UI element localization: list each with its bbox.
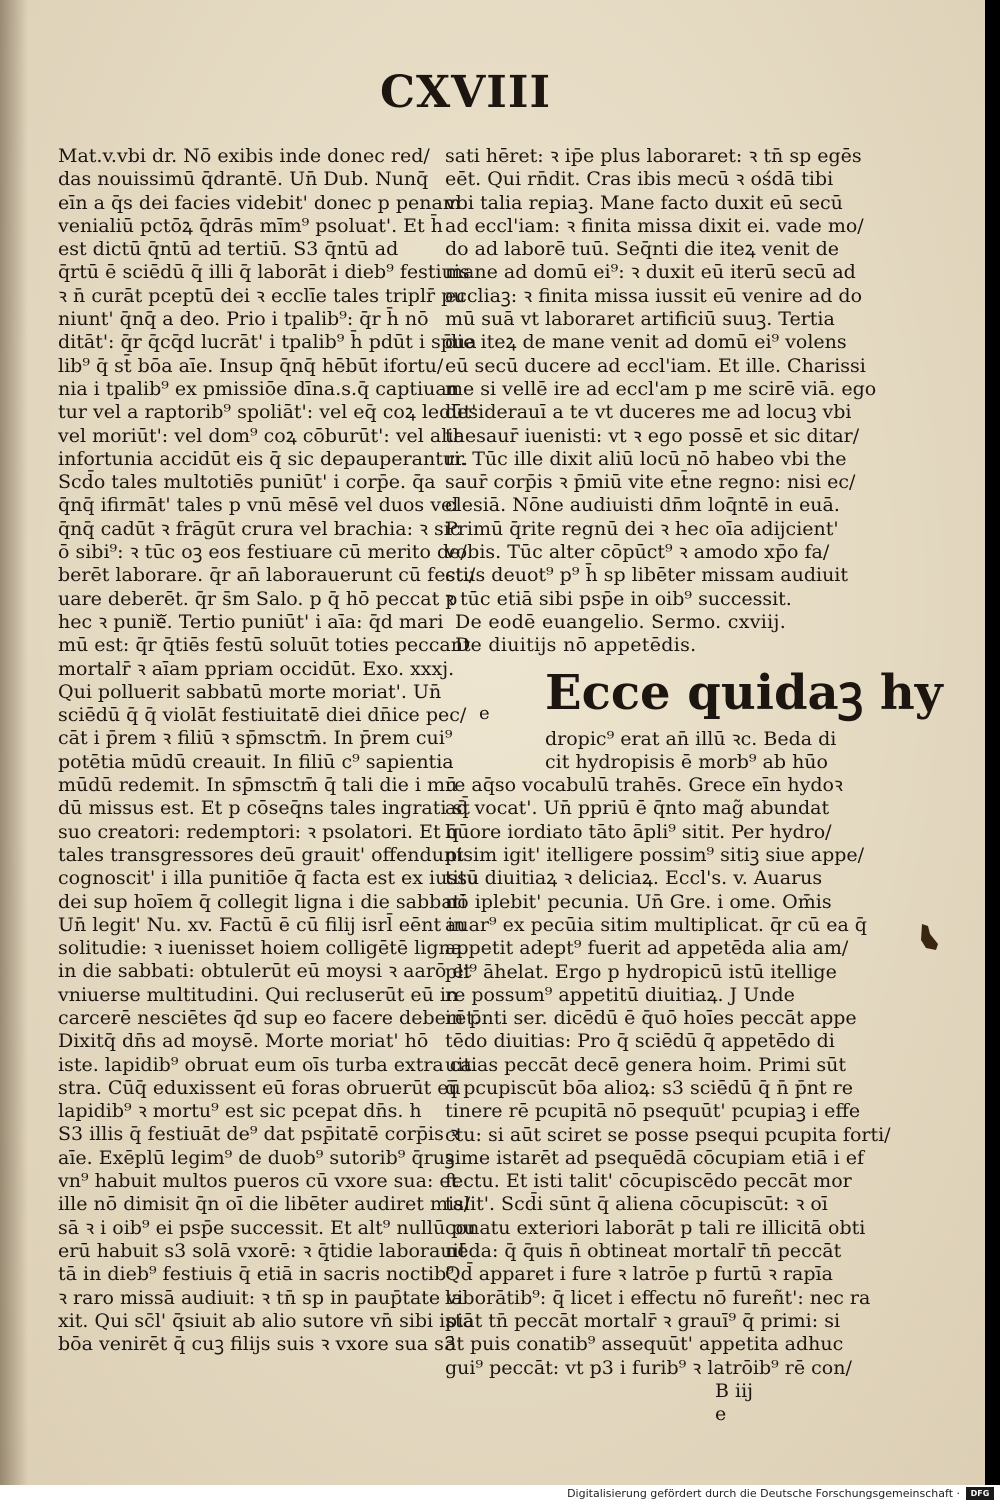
- text-line: tur vel a raptorib⁹ spoliāt': vel eq̄ coꝝ ledūt': [58, 401, 477, 424]
- big-initial: Ecce quidaꝫ hy: [545, 664, 943, 721]
- catchword: e: [715, 1403, 727, 1426]
- text-line: gui⁹ peccāt: vt p3 i furib⁹ ꝛ latrōib⁹ rē con/: [445, 1356, 852, 1379]
- left-column: [58, 145, 480, 1356]
- text-line: lapidib⁹ ꝛ mortu⁹ est sic pcepat dn̄s. h: [58, 1100, 422, 1123]
- text-line: ꝛ tūc etiā sibi psp̄e in oib⁹ successit.: [445, 587, 792, 610]
- text-line: pisim igit' itelligere possim⁹ sitiꝫ siue appe/: [445, 844, 865, 867]
- text-line: clesiā. Nōne audiuisti dn̄m loq̄ntē in euā.: [445, 494, 840, 517]
- initial-block: [445, 658, 943, 728]
- text-line: nia i tpalib⁹ ex pmissiōe dīna.s.q̄ captiuan: [58, 377, 459, 400]
- text-line: ꝛ n̄ curāt pceptū dei ꝛ ecclīe tales triplr̄ pu: [58, 284, 466, 307]
- text-line: saur̄ corp̄is ꝛ p̄miū vite et̄ne regno: nisi ec/: [445, 471, 856, 494]
- text-line: iste. lapidib⁹ obruat eum oīs turba extra ca: [58, 1053, 472, 1076]
- text-line: ri. Tūc ille dixit aliū locū nō habeo vbi the: [445, 447, 847, 470]
- text-line: in die sabbati: obtulerūt eū moysi ꝛ aarō et: [58, 960, 472, 983]
- text-line: Dixitq̄ dn̄s ad moysē. Morte moriat' hō: [58, 1030, 429, 1053]
- text-line: āt puis conatib⁹ assequūt' appetita adhuc: [445, 1333, 844, 1356]
- text-line: in p̄nti ser. dicēdū ē q̄uō hoīes peccāt appe: [445, 1007, 857, 1030]
- text-line: vel moriūt': vel dom⁹ coꝝ cōburūt': vel alia: [58, 424, 465, 447]
- text-line: sime istarēt ad psequēdā cōcupiam etiā i ef: [445, 1146, 865, 1169]
- text-line: eīn a q̄s dei facies videbit' donec p penam: [58, 191, 461, 214]
- text-line: berēt laborare. q̄r an̄ laborauerunt cū festi/: [58, 564, 476, 587]
- text-line: xit. Qui sc̄l' q̄siuit ab alio sutore vn̄ sibi ista: [58, 1309, 474, 1332]
- text-line: conatu exteriori laborāt p tali re illicitā obti: [445, 1216, 866, 1239]
- text-line: do ad laborē tuū. Seq̄nti die iteꝝ venit de: [445, 238, 840, 261]
- text-line: Un̄ legit' Nu. xv. Factū ē cū filij isrl̄ eēnt in: [58, 913, 466, 936]
- text-line: tēdo diuitias: Pro q̄ sciēdū q̄ appetēdo di: [445, 1030, 835, 1053]
- text-line: titū diuitiaꝝ ꝛ deliciaꝝ. Eccl's. v. Auarus: [445, 867, 823, 890]
- text-line: uitias peccāt decē genera hoim. Primi sūt: [445, 1053, 847, 1076]
- text-line: carcerē nesciētes q̄d sup eo facere deberēt.: [58, 1006, 480, 1029]
- text-line: cit hydropisis ē morb⁹ ab hūo: [545, 750, 828, 773]
- dfg-logo: DFG: [966, 1487, 994, 1500]
- text-line: tinere rē pcupitā nō psequūt' pcupiaꝫ i effe: [445, 1100, 861, 1123]
- text-line: infortunia accidūt eis q̄ sic depauperantur.: [58, 447, 469, 470]
- text-line: potētia mūdū creauit. In filiū c⁹ sapientia: [58, 750, 454, 773]
- text-line: erū habuit s3 solā vxorē: ꝛ q̄tidie laborauit: [58, 1239, 467, 1262]
- text-line: aīe. Exēplū legim⁹ de duob⁹ sutorib⁹ q̄ruꝫ: [58, 1146, 455, 1169]
- text-line: dropic⁹ erat an̄ illū ꝛc. Beda di: [545, 727, 837, 750]
- text-line: dei sup hoīem q̄ collegit ligna i die sabbati: [58, 890, 467, 913]
- text-line: lib⁹ q̄ st̄ bōa aīe. Insup q̄nq̄ hēbūt ifortu/: [58, 354, 444, 377]
- text-line: hūore iordiato tāto āpli⁹ sitit. Per hydro/: [445, 820, 832, 843]
- text-line: q̄ pcupiscūt bōa alioꝝ: s3 sciēdū q̄ n̄ p̄nt re: [445, 1076, 854, 1099]
- initial-lines: [445, 727, 837, 775]
- text-line: Mat.v.vbi dr. Nō exibis inde donec red/: [58, 145, 430, 167]
- text-line: me si vellē ire ad eccl'am p me scirē viā. ego: [445, 377, 877, 400]
- text-line: hec ꝛ punieᷓ. Tertio puniūt' i aīa: q̄d mari: [58, 610, 444, 633]
- text-line: mane ad domū ei⁹: ꝛ duxit eū iterū secū ad: [445, 261, 856, 284]
- text-line: die iteꝝ de mane venit ad domū ei⁹ volens: [445, 331, 847, 354]
- text-line: stra. Cūq̄ eduxissent eū foras obruerūt eū: [58, 1076, 461, 1099]
- text-line: ctus deuot⁹ p⁹ h̄ sp libēter missam audiuit: [445, 564, 849, 587]
- text-line: mū est: q̄r q̄tiēs festū soluūt toties peccant: [58, 634, 471, 657]
- text-line: vn⁹ habuit multos pueros cū vxore sua: et: [58, 1170, 459, 1193]
- rubric-sermon-title: De diuitijs nō appetēdis.: [455, 634, 697, 657]
- footer-credit: Digitalisierung gefördert durch die Deutsche Forschungsgemeinschaft ·: [567, 1487, 960, 1500]
- text-line: ditāt': q̄r q̄cq̄d lucrāt' i tpalib⁹ h̄ pdūt i sp̄ua: [58, 331, 477, 354]
- text-line: ō sibi⁹: ꝛ tūc oꝫ eos festiuare cū merito de/: [58, 541, 467, 564]
- text-line: nēda: q̄ q̄uis n̄ obtineat mortalr̄ tn̄ peccāt: [445, 1240, 842, 1263]
- text-line: auar⁹ ex pecūia sitim multiplicat. q̄r cū ea q̄: [445, 913, 867, 936]
- text-line: pli⁹ āhelat. Ergo p hydropicū istū itellige: [445, 960, 837, 983]
- text-line: q̄nq̄ cadūt ꝛ frāgūt crura vel brachia: ꝛ sic: [58, 517, 461, 540]
- rubric-gospel: De eodē euangelio. Sermo. cxviij.: [455, 610, 787, 633]
- text-line: mortalr̄ ꝛ aīam ppriam occidūt. Exo. xxxj.: [58, 657, 455, 680]
- text-line: laborātib⁹: q̄ licet i effectu nō fureñt': nec ra: [445, 1286, 871, 1309]
- text-line: ille nō dimisit q̄n oī die libēter audiret mis/: [58, 1193, 471, 1216]
- footer-bar: [0, 1485, 1000, 1503]
- folio-number: CXVIII: [380, 67, 552, 118]
- right-column: [445, 145, 943, 1426]
- text-line: ꝛ raro missā audiuit: ꝛ tn̄ sp in paup̄tate vi: [58, 1286, 464, 1309]
- text-line: appetit adept⁹ fuerit ad appetēda alia am/: [445, 937, 849, 960]
- text-line: Qui polluerit sabbatū morte moriat'. Un̄: [58, 680, 442, 703]
- text-line: suo creatori: redemptori: ꝛ psolatori. Et q̄: [58, 820, 459, 843]
- text-line: Scd̄o tales multotiēs puniūt' i corp̄e. q̄a: [58, 471, 436, 494]
- text-line: sciēdū q̄ q̄ violāt festiuitatē diei dn̄ice pec/: [58, 704, 467, 727]
- text-line: S3 illis q̄ festiuāt de⁹ dat psp̄itatē corp̄is ꝛ: [58, 1123, 459, 1146]
- text-line: niunt' q̄nq̄ a deo. Prio i tpalib⁹: q̄r h̄ nō: [58, 308, 429, 331]
- text-line: ad eccl'iam: ꝛ finita missa dixit ei. vade mo/: [445, 214, 864, 237]
- text-line: cognoscit' i illa punitiōe q̄ facta est ex iussu: [58, 867, 480, 890]
- text-line: piāt tn̄ peccāt mortalr̄ ꝛ grauī⁹ q̄ primi: si: [445, 1309, 841, 1332]
- text-line: ctu: si aūt sciret se posse psequi pcupita forti/: [445, 1123, 891, 1146]
- text-line: sā ꝛ i oib⁹ ei psp̄e successit. Et alt⁹ nullū pu: [58, 1216, 476, 1239]
- text-line: aq̄ vocat'. Un̄ ppriū ē q̄nto mag̃ abundat: [445, 797, 830, 820]
- text-line: re possum⁹ appetitū diuitiaꝝ. J Unde: [445, 983, 795, 1006]
- text-line: vobis. Tūc alter cōpūct⁹ ꝛ amodo xp̄o fa/: [445, 541, 830, 564]
- text-line: uare deberēt. q̄r s̄m Salo. p q̄ hō peccat p: [58, 587, 458, 610]
- text-line: q̄rtū ē sciēdū q̄ illi q̄ laborāt i dieb⁹ festiuis: [58, 261, 470, 284]
- ink-blot-mark: [918, 922, 940, 952]
- text-line: mū suā vt laboraret artificiū suuꝫ. Tertia: [445, 308, 835, 331]
- text-line: est dictū q̄ntū ad tertiū. S3 q̄ntū ad: [58, 238, 399, 261]
- text-line: venialiū pctōꝝ q̄drās mīm⁹ psoluat'. Et h̄: [58, 214, 443, 237]
- text-line: eū secū ducere ad eccl'iam. Et ille. Charissi: [445, 354, 866, 377]
- text-line: das nouissimū q̄drantē. Un̄ Dub. Nunq̄: [58, 168, 429, 191]
- text-line: vniuerse multitudini. Qui recluserūt eū in: [58, 983, 459, 1006]
- text-line: dū missus est. Et p cōseq̄ns tales ingrati st̄: [58, 797, 470, 820]
- right-column-top: [445, 145, 877, 611]
- text-line: tā in dieb⁹ festiuis q̄ etiā in sacris noctib⁹: [58, 1263, 454, 1286]
- text-line: Primū q̄rite regnū dei ꝛ hec oīa adijcient': [445, 517, 839, 540]
- text-line: eccliaꝫ: ꝛ finita missa iussit eū venire ad do: [445, 284, 863, 307]
- text-line: q̄nq̄ ifirmāt' tales p vnū mēsē vel duos vel: [58, 494, 459, 517]
- text-line: sati hēret: ꝛ ip̄e plus laboraret: ꝛ tn̄ sp egēs: [445, 145, 862, 167]
- gutter-shadow: [0, 0, 28, 1485]
- text-line: eēt. Qui rn̄dit. Cras ibis mecū ꝛ ośdā tibi: [445, 168, 834, 191]
- text-line: desiderauī a te vt duceres me ad locuꝫ vbi: [445, 401, 852, 424]
- right-column-bottom: [445, 774, 891, 1380]
- text-line: mūdū redemit. In sp̄msctm̄ q̄ tali die i mū: [58, 774, 458, 797]
- text-line: tales transgressores deū grauit' offendunt: [58, 843, 464, 866]
- text-line: bōa venirēt q̄ cuꝫ filijs suis ꝛ vxore sua s3: [58, 1333, 456, 1356]
- text-line: thesaur̄ iuenisti: vt ꝛ ego possē et sic ditar/: [445, 424, 860, 447]
- text-line: re aq̄so vocabulū trahēs. Grece eīn hydoꝛ: [445, 774, 843, 797]
- text-line: cāt i p̄rem ꝛ filiū ꝛ sp̄msctm̄. In p̄rem cui⁹: [58, 727, 453, 750]
- text-line: vbi talia repiaꝫ. Mane facto duxit eū secū: [445, 191, 843, 214]
- text-line: talit'. Scd̄i sūnt q̄ aliena cōcupiscūt: ꝛ oī: [445, 1193, 828, 1216]
- text-line: nō iplebit' pecunia. Un̄ Gre. i ome. Om̄is: [445, 890, 832, 913]
- signature-mark: B iij: [715, 1379, 754, 1402]
- text-line: fectu. Et isti talit' cōcupiscēdo peccāt mor: [445, 1170, 852, 1193]
- text-line: solitudie: ꝛ iuenisset hoiem colligētē ligna: [58, 937, 463, 960]
- guide-letter: e: [479, 702, 490, 724]
- text-line: Qd̄ apparet i fure ꝛ latrōe p furtū ꝛ rapīa: [445, 1263, 833, 1286]
